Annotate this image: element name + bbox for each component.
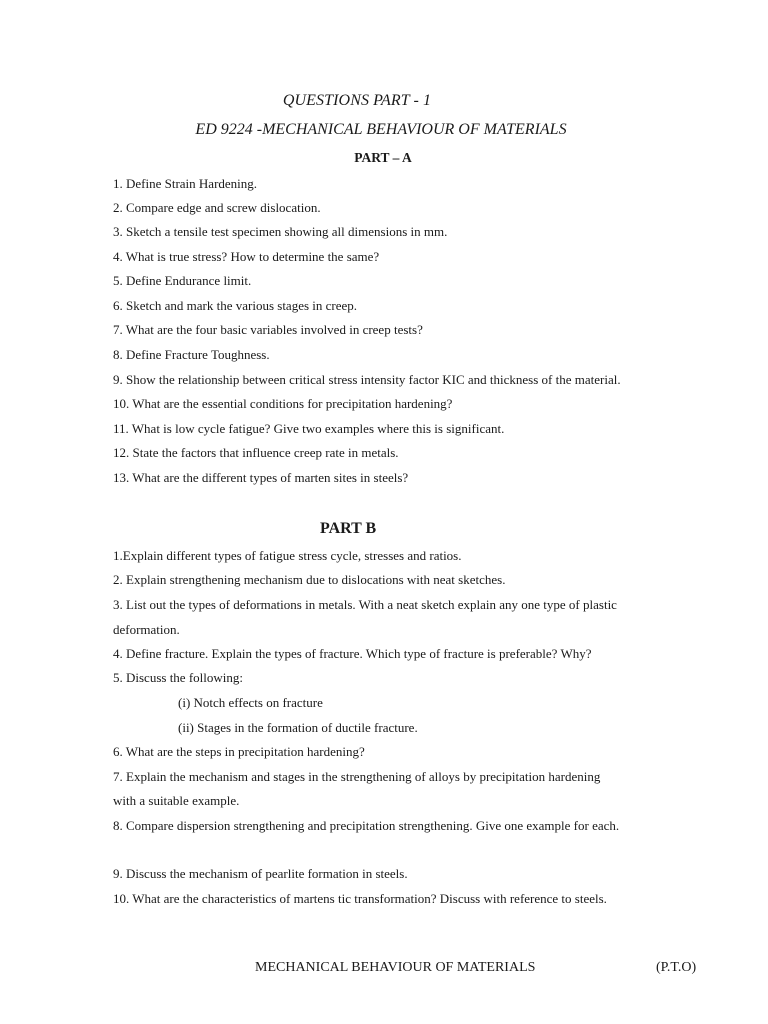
- part-a-question: 6. Sketch and mark the various stages in creep.: [113, 298, 358, 313]
- part-a-question: 2. Compare edge and screw dislocation.: [113, 200, 321, 215]
- part-b-line: 2. Explain strengthening mechanism due to dislocations with neat sketches.: [113, 572, 506, 587]
- part-b-line: 10. What are the characteristics of martens tic transformation? Discuss with reference to steels.: [113, 891, 607, 906]
- part-b-line: 4. Define fracture. Explain the types of fracture. Which type of fracture is preferable? Why?: [113, 646, 592, 661]
- part-a-question: 5. Define Endurance limit.: [113, 273, 252, 288]
- course-title: ED 9224 -MECHANICAL BEHAVIOUR OF MATERIALS: [195, 121, 567, 138]
- part-b-line: 1.Explain different types of fatigue stress cycle, stresses and ratios.: [113, 548, 462, 563]
- part-b-line: 8. Compare dispersion strengthening and precipitation strengthening. Give one example for each.: [113, 818, 620, 833]
- part-b-line: 5. Discuss the following:: [113, 670, 243, 685]
- footer-pto: (P.T.O): [656, 960, 697, 975]
- part-a-question: 13. What are the different types of marten sites in steels?: [113, 470, 409, 485]
- footer-course-name: MECHANICAL BEHAVIOUR OF MATERIALS: [255, 960, 536, 975]
- part-a-question: 12. State the factors that influence creep rate in metals.: [113, 445, 399, 460]
- part-b-line: with a suitable example.: [113, 793, 240, 808]
- part-a-question: 9. Show the relationship between critical stress intensity factor KIC and thickness of the material.: [113, 372, 621, 387]
- part-a-question: 10. What are the essential conditions for precipitation hardening?: [113, 396, 453, 411]
- part-a-question: 11. What is low cycle fatigue? Give two examples where this is significant.: [113, 421, 505, 436]
- part-b-subitem: (ii) Stages in the formation of ductile fracture.: [178, 720, 418, 735]
- part-b-heading: PART B: [320, 520, 377, 537]
- part-b-line: 7. Explain the mechanism and stages in the strengthening of alloys by precipitation hardening: [113, 769, 601, 784]
- part-a-question: 1. Define Strain Hardening.: [113, 176, 258, 191]
- part-a-question: 7. What are the four basic variables involved in creep tests?: [113, 322, 423, 337]
- part-b-subitem: (i) Notch effects on fracture: [178, 695, 323, 710]
- part-b-line: 6. What are the steps in precipitation hardening?: [113, 744, 365, 759]
- part-a-heading: PART – A: [354, 150, 412, 165]
- part-a-question: 8. Define Fracture Toughness.: [113, 347, 270, 362]
- part-a-question: 3. Sketch a tensile test specimen showing all dimensions in mm.: [113, 224, 448, 239]
- part-b-line: 9. Discuss the mechanism of pearlite formation in steels.: [113, 866, 408, 881]
- document-title: QUESTIONS PART - 1: [282, 92, 432, 109]
- part-a-question: 4. What is true stress? How to determine the same?: [113, 249, 380, 264]
- part-b-line: 3. List out the types of deformations in metals. With a neat sketch explain any one type of plastic: [113, 597, 617, 612]
- part-b-line: deformation.: [113, 622, 180, 637]
